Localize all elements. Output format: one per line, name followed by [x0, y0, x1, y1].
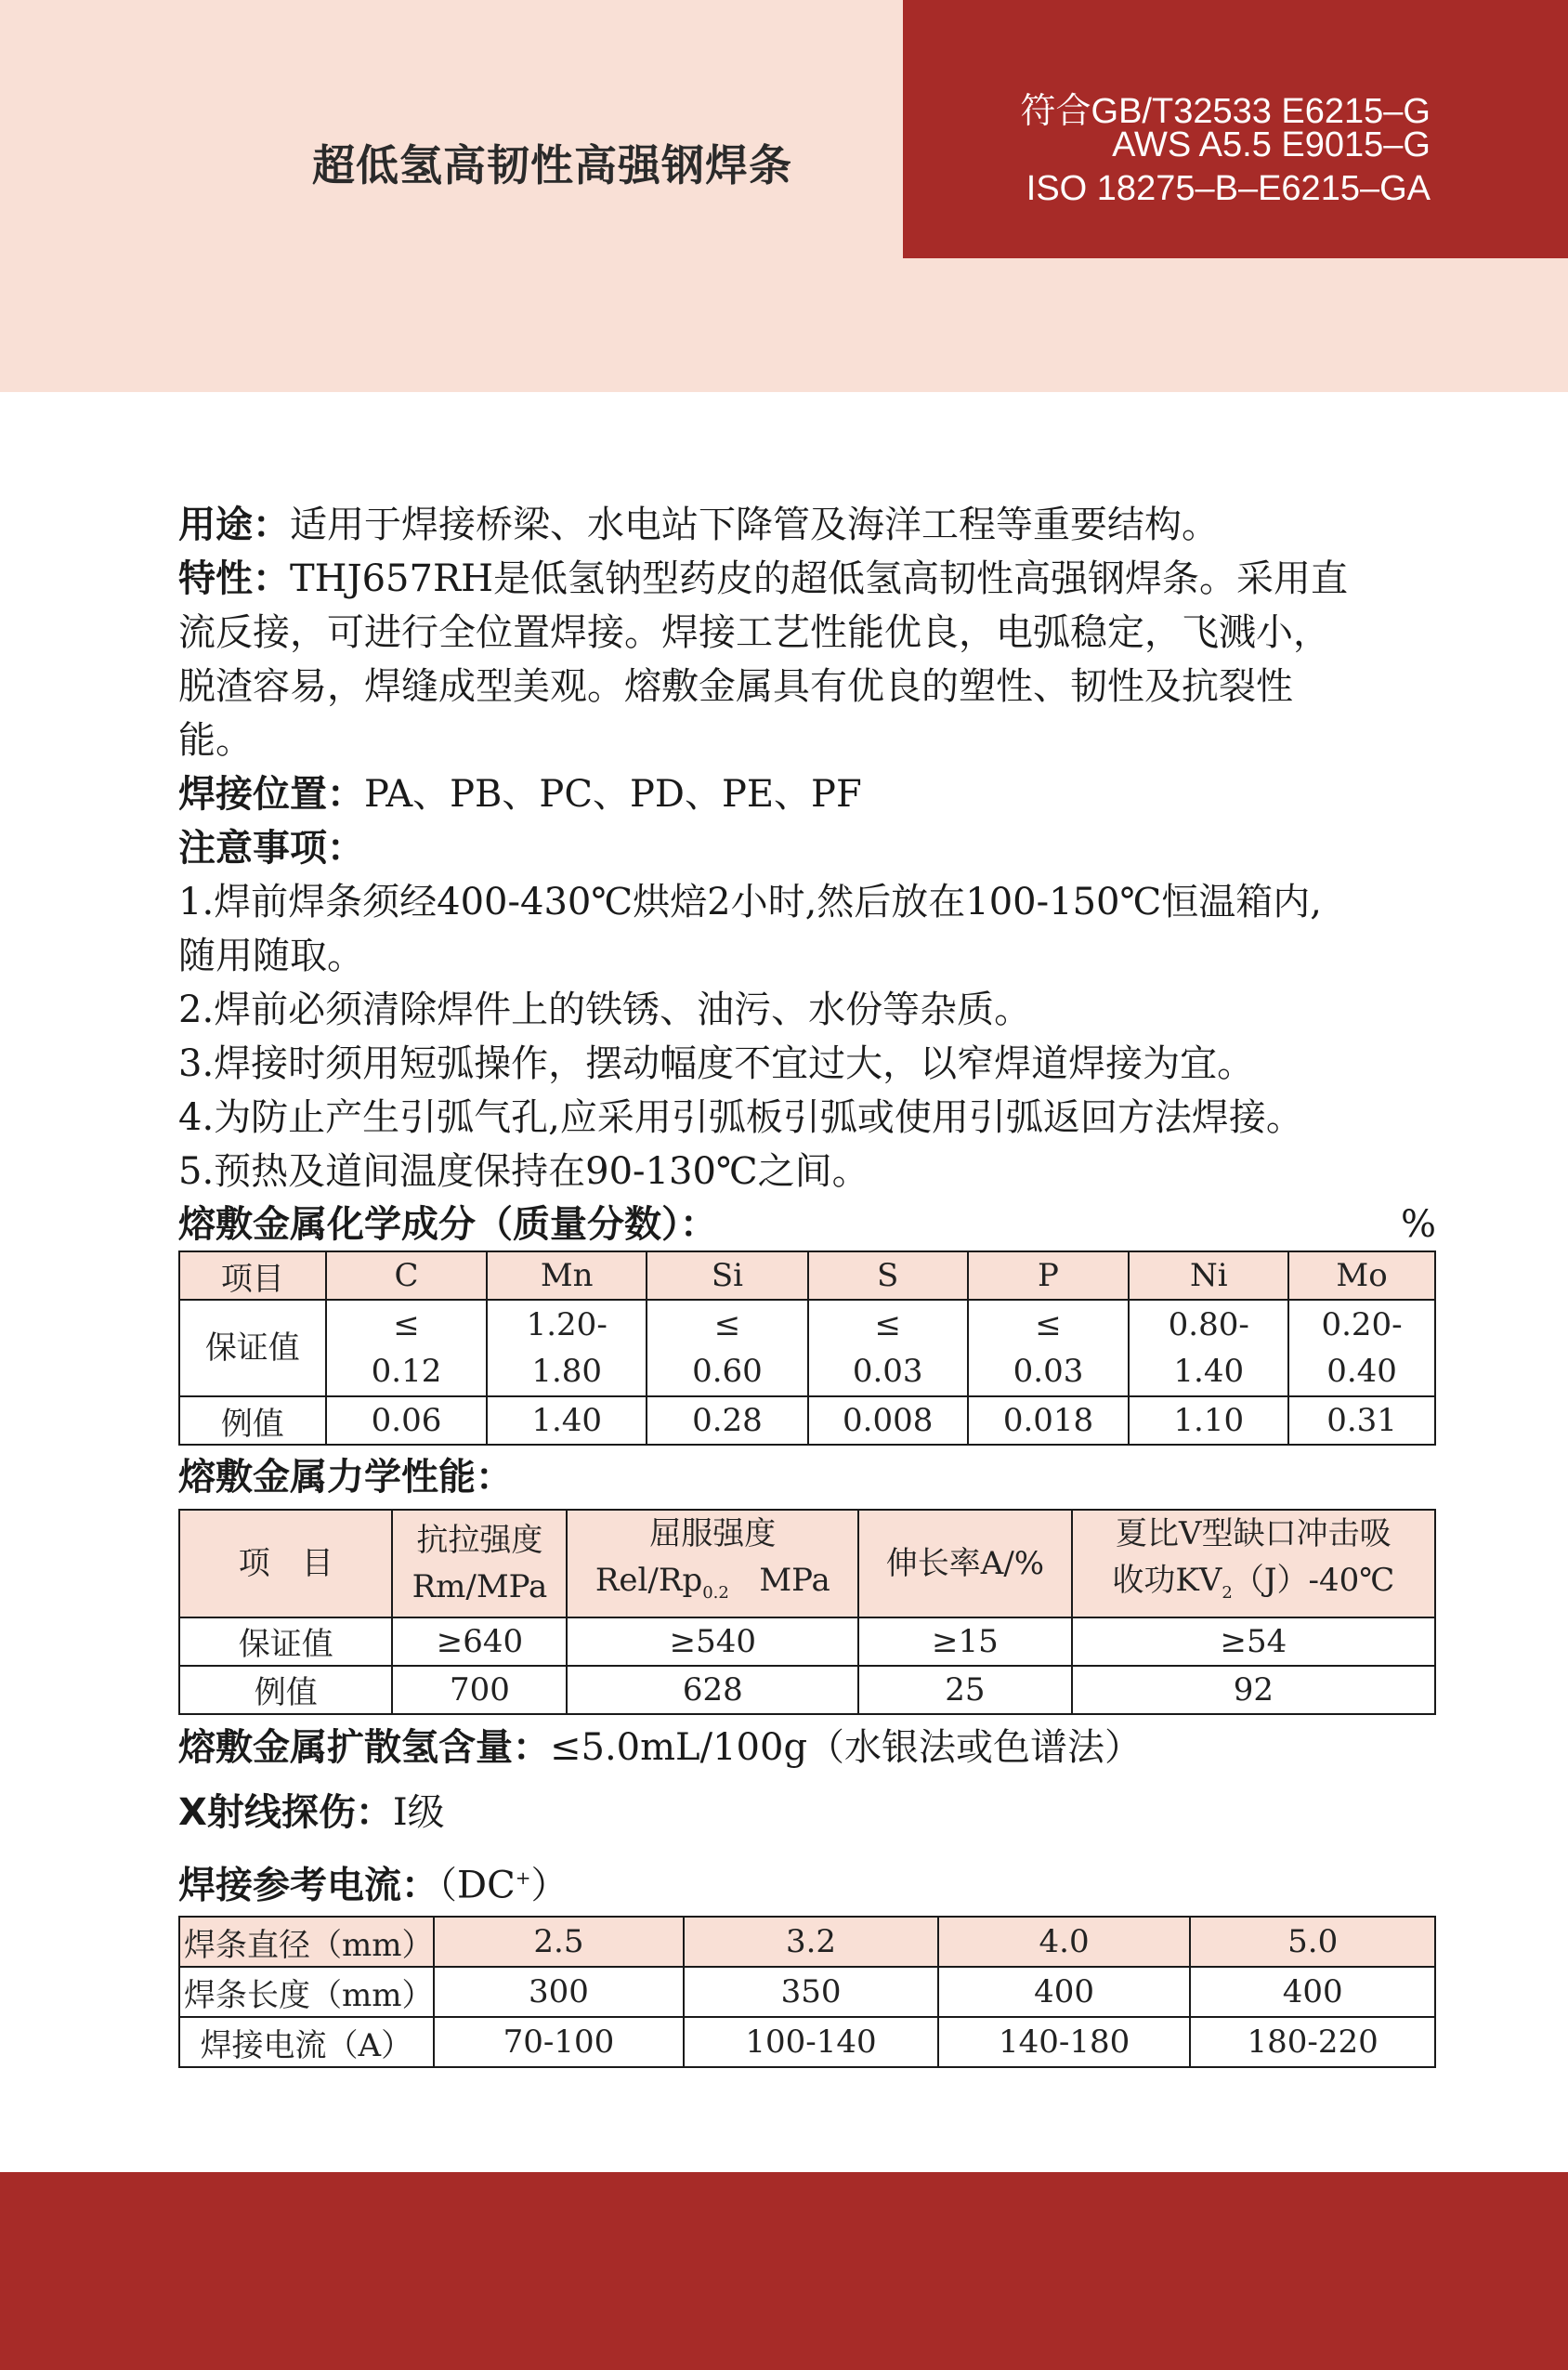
table-row — [179, 1617, 1435, 1666]
impact-unit: （J）-40℃ — [1232, 1562, 1395, 1599]
table-cell: 0.018 — [968, 1396, 1130, 1445]
yield-subscript: 0.2 — [702, 1582, 729, 1603]
notes-label: 注意事项： — [178, 827, 364, 870]
mech-title: 熔敷金属力学性能： — [178, 1456, 513, 1499]
cell-line: 0.60 — [692, 1353, 763, 1390]
chem-header-mn: Mn — [487, 1251, 647, 1300]
cell-line: 0.20- — [1321, 1306, 1403, 1343]
table-cell: 1.40 — [487, 1396, 647, 1445]
yield-symbol: Rel/Rp — [595, 1562, 703, 1599]
position-label: 焊接位置： — [178, 773, 364, 816]
table-cell: 0.008 — [808, 1396, 968, 1445]
table-cell: ≥540 — [567, 1617, 858, 1666]
mech-header-yield — [567, 1510, 858, 1617]
standard-iso: ISO 18275–B–E6215–GA — [1026, 169, 1431, 208]
table-cell — [1129, 1300, 1288, 1396]
note-item: 5.预热及道间温度保持在90-130℃之间。 — [178, 1150, 869, 1193]
standards-box — [903, 0, 1568, 258]
features-label: 特性： — [178, 557, 290, 600]
mech-guarantee-label: 保证值 — [179, 1617, 392, 1666]
mech-header-elongation: 伸长率A/% — [858, 1510, 1071, 1617]
chem-header-p: P — [968, 1251, 1130, 1300]
features-line-3: 脱渣容易，焊缝成型美观。熔敷金属具有优良的塑性、韧性及抗裂性 — [178, 665, 1293, 708]
cell-line: ≤ — [713, 1306, 741, 1343]
cell-line: 1.40 — [1173, 1353, 1245, 1390]
xray-label: X射线探伤： — [178, 1790, 393, 1834]
cell-line: 0.03 — [852, 1353, 923, 1390]
table-cell: 628 — [567, 1666, 858, 1714]
table-cell — [326, 1300, 488, 1396]
mech-header-tensile — [392, 1510, 567, 1617]
hydrogen-text: ≤5.0mL/100g（水银法或色谱法） — [550, 1725, 1143, 1769]
position-line — [178, 767, 1436, 821]
mech-header-item: 项 目 — [179, 1510, 392, 1617]
cell-line: 0.80- — [1168, 1306, 1249, 1343]
table-cell: 140-180 — [938, 2017, 1191, 2067]
table-cell: ≥15 — [858, 1617, 1071, 1666]
table-row — [179, 1396, 1435, 1445]
note-item: 随用随取。 — [178, 935, 364, 977]
current-dc-end: ） — [530, 1864, 568, 1907]
table-cell: 25 — [858, 1666, 1071, 1714]
chem-title — [178, 1198, 1436, 1250]
table-cell: 3.2 — [684, 1917, 938, 1967]
table-cell: 2.5 — [434, 1917, 685, 1967]
chem-header-s: S — [808, 1251, 968, 1300]
features-line-4: 能。 — [178, 719, 253, 762]
cell-line — [1077, 1557, 1431, 1617]
note-item: 2.焊前必须清除焊件上的铁锈、油污、水份等杂质。 — [178, 989, 1032, 1031]
hydrogen-label: 熔敷金属扩散氢含量： — [178, 1725, 550, 1769]
position-text: PA、PB、PC、PD、PE、PF — [364, 773, 862, 816]
chem-header-ni: Ni — [1129, 1251, 1288, 1300]
chem-example-label: 例值 — [179, 1396, 326, 1445]
table-cell — [1288, 1300, 1435, 1396]
table-row — [179, 1967, 1435, 2017]
current-row-label: 焊接电流（A） — [179, 2017, 434, 2067]
impact-subscript: 2 — [1222, 1582, 1233, 1603]
features-line-2: 流反接，可进行全位置焊接。焊接工艺性能优良，电弧稳定，飞溅小， — [178, 611, 1330, 654]
cell-line: 抗拉强度 — [416, 1521, 543, 1559]
table-cell — [647, 1300, 808, 1396]
cell-line: 1.20- — [526, 1306, 608, 1343]
table-cell: 400 — [938, 1967, 1191, 2017]
current-label: 焊接参考电流： — [178, 1864, 438, 1907]
cell-line: 1.80 — [531, 1353, 603, 1390]
usage-line — [178, 498, 1436, 552]
chem-title-text: 熔敷金属化学成分（质量分数）： — [178, 1203, 717, 1246]
table-cell: 0.28 — [647, 1396, 808, 1445]
table-row — [179, 1666, 1435, 1714]
cell-line: ≤ — [393, 1306, 420, 1343]
impact-symbol: 收功KV — [1112, 1562, 1222, 1599]
table-cell: 100-140 — [684, 2017, 938, 2067]
chem-table — [178, 1250, 1436, 1446]
cell-line: ≤ — [1035, 1306, 1062, 1343]
usage-text: 适用于焊接桥梁、水电站下降管及海洋工程等重要结构。 — [290, 504, 1219, 546]
chem-guarantee-label: 保证值 — [179, 1300, 326, 1396]
current-dc: （DC — [438, 1864, 516, 1907]
current-table — [178, 1916, 1436, 2068]
table-cell — [487, 1300, 647, 1396]
table-row — [179, 2017, 1435, 2067]
cell-line: Rm/MPa — [412, 1567, 548, 1605]
table-cell — [808, 1300, 968, 1396]
usage-label: 用途： — [178, 504, 290, 546]
hydrogen-line — [178, 1719, 1436, 1776]
table-cell: 300 — [434, 1967, 685, 2017]
table-cell: 0.06 — [326, 1396, 488, 1445]
mech-table — [178, 1509, 1436, 1715]
note-item: 3.焊接时须用短弧操作，摆动幅度不宜过大，以窄焊道焊接为宜。 — [178, 1042, 1255, 1085]
table-cell: ≥54 — [1072, 1617, 1435, 1666]
current-row-label: 焊条直径（mm） — [179, 1917, 434, 1967]
table-cell: 180-220 — [1190, 2017, 1435, 2067]
cell-line — [571, 1557, 854, 1617]
cell-line: 0.40 — [1326, 1353, 1397, 1390]
table-cell: 0.31 — [1288, 1396, 1435, 1445]
table-cell: 400 — [1190, 1967, 1435, 2017]
table-cell: 5.0 — [1190, 1917, 1435, 1967]
table-row — [179, 1251, 1435, 1300]
note-item: 1.焊前焊条须经400-430℃烘焙2小时,然后放在100-150℃恒温箱内, — [178, 881, 1322, 923]
note-item: 4.为防止产生引弧气孔,应采用引弧板引弧或使用引弧返回方法焊接。 — [178, 1096, 1303, 1139]
standard-gb: 符合GB/T32533 E6215–G — [1020, 92, 1431, 131]
table-cell — [968, 1300, 1130, 1396]
current-line — [178, 1849, 1436, 1914]
cell-line: ≤ — [874, 1306, 901, 1343]
current-dc-sup: + — [515, 1866, 531, 1889]
cell-line: 夏比V型缺口冲击吸 — [1116, 1515, 1392, 1552]
table-cell: 1.10 — [1129, 1396, 1288, 1445]
table-row — [179, 1917, 1435, 1967]
chem-header-c: C — [326, 1251, 488, 1300]
cell-line: 屈服强度 — [649, 1515, 777, 1552]
standard-aws: AWS A5.5 E9015–G — [1112, 125, 1431, 164]
table-cell: 70-100 — [434, 2017, 685, 2067]
chem-header-mo: Mo — [1288, 1251, 1435, 1300]
table-cell: 350 — [684, 1967, 938, 2017]
table-cell: ≥640 — [392, 1617, 567, 1666]
mech-example-label: 例值 — [179, 1666, 392, 1714]
yield-unit: MPa — [759, 1562, 830, 1599]
table-cell: 4.0 — [938, 1917, 1191, 1967]
mech-header-impact — [1072, 1510, 1435, 1617]
features-text: THJ657RH是低氢钠型药皮的超低氢高韧性高强钢焊条。采用直 — [290, 557, 1348, 600]
chem-unit: % — [1400, 1203, 1436, 1246]
table-row — [179, 1300, 1435, 1396]
content — [178, 498, 1436, 2068]
table-cell: 700 — [392, 1666, 567, 1714]
cell-line: 0.12 — [371, 1353, 442, 1390]
chem-header-item: 项目 — [179, 1251, 326, 1300]
xray-line — [178, 1784, 1436, 1841]
footer-band — [0, 2172, 1568, 2370]
current-row-label: 焊条长度（mm） — [179, 1967, 434, 2017]
features-line-1 — [178, 552, 1436, 606]
table-row — [179, 1510, 1435, 1617]
chem-header-si: Si — [647, 1251, 808, 1300]
xray-text: Ⅰ级 — [392, 1790, 445, 1834]
cell-line: 0.03 — [1013, 1353, 1084, 1390]
product-title: 超低氢高韧性高强钢焊条 — [312, 140, 792, 190]
table-cell: 92 — [1072, 1666, 1435, 1714]
